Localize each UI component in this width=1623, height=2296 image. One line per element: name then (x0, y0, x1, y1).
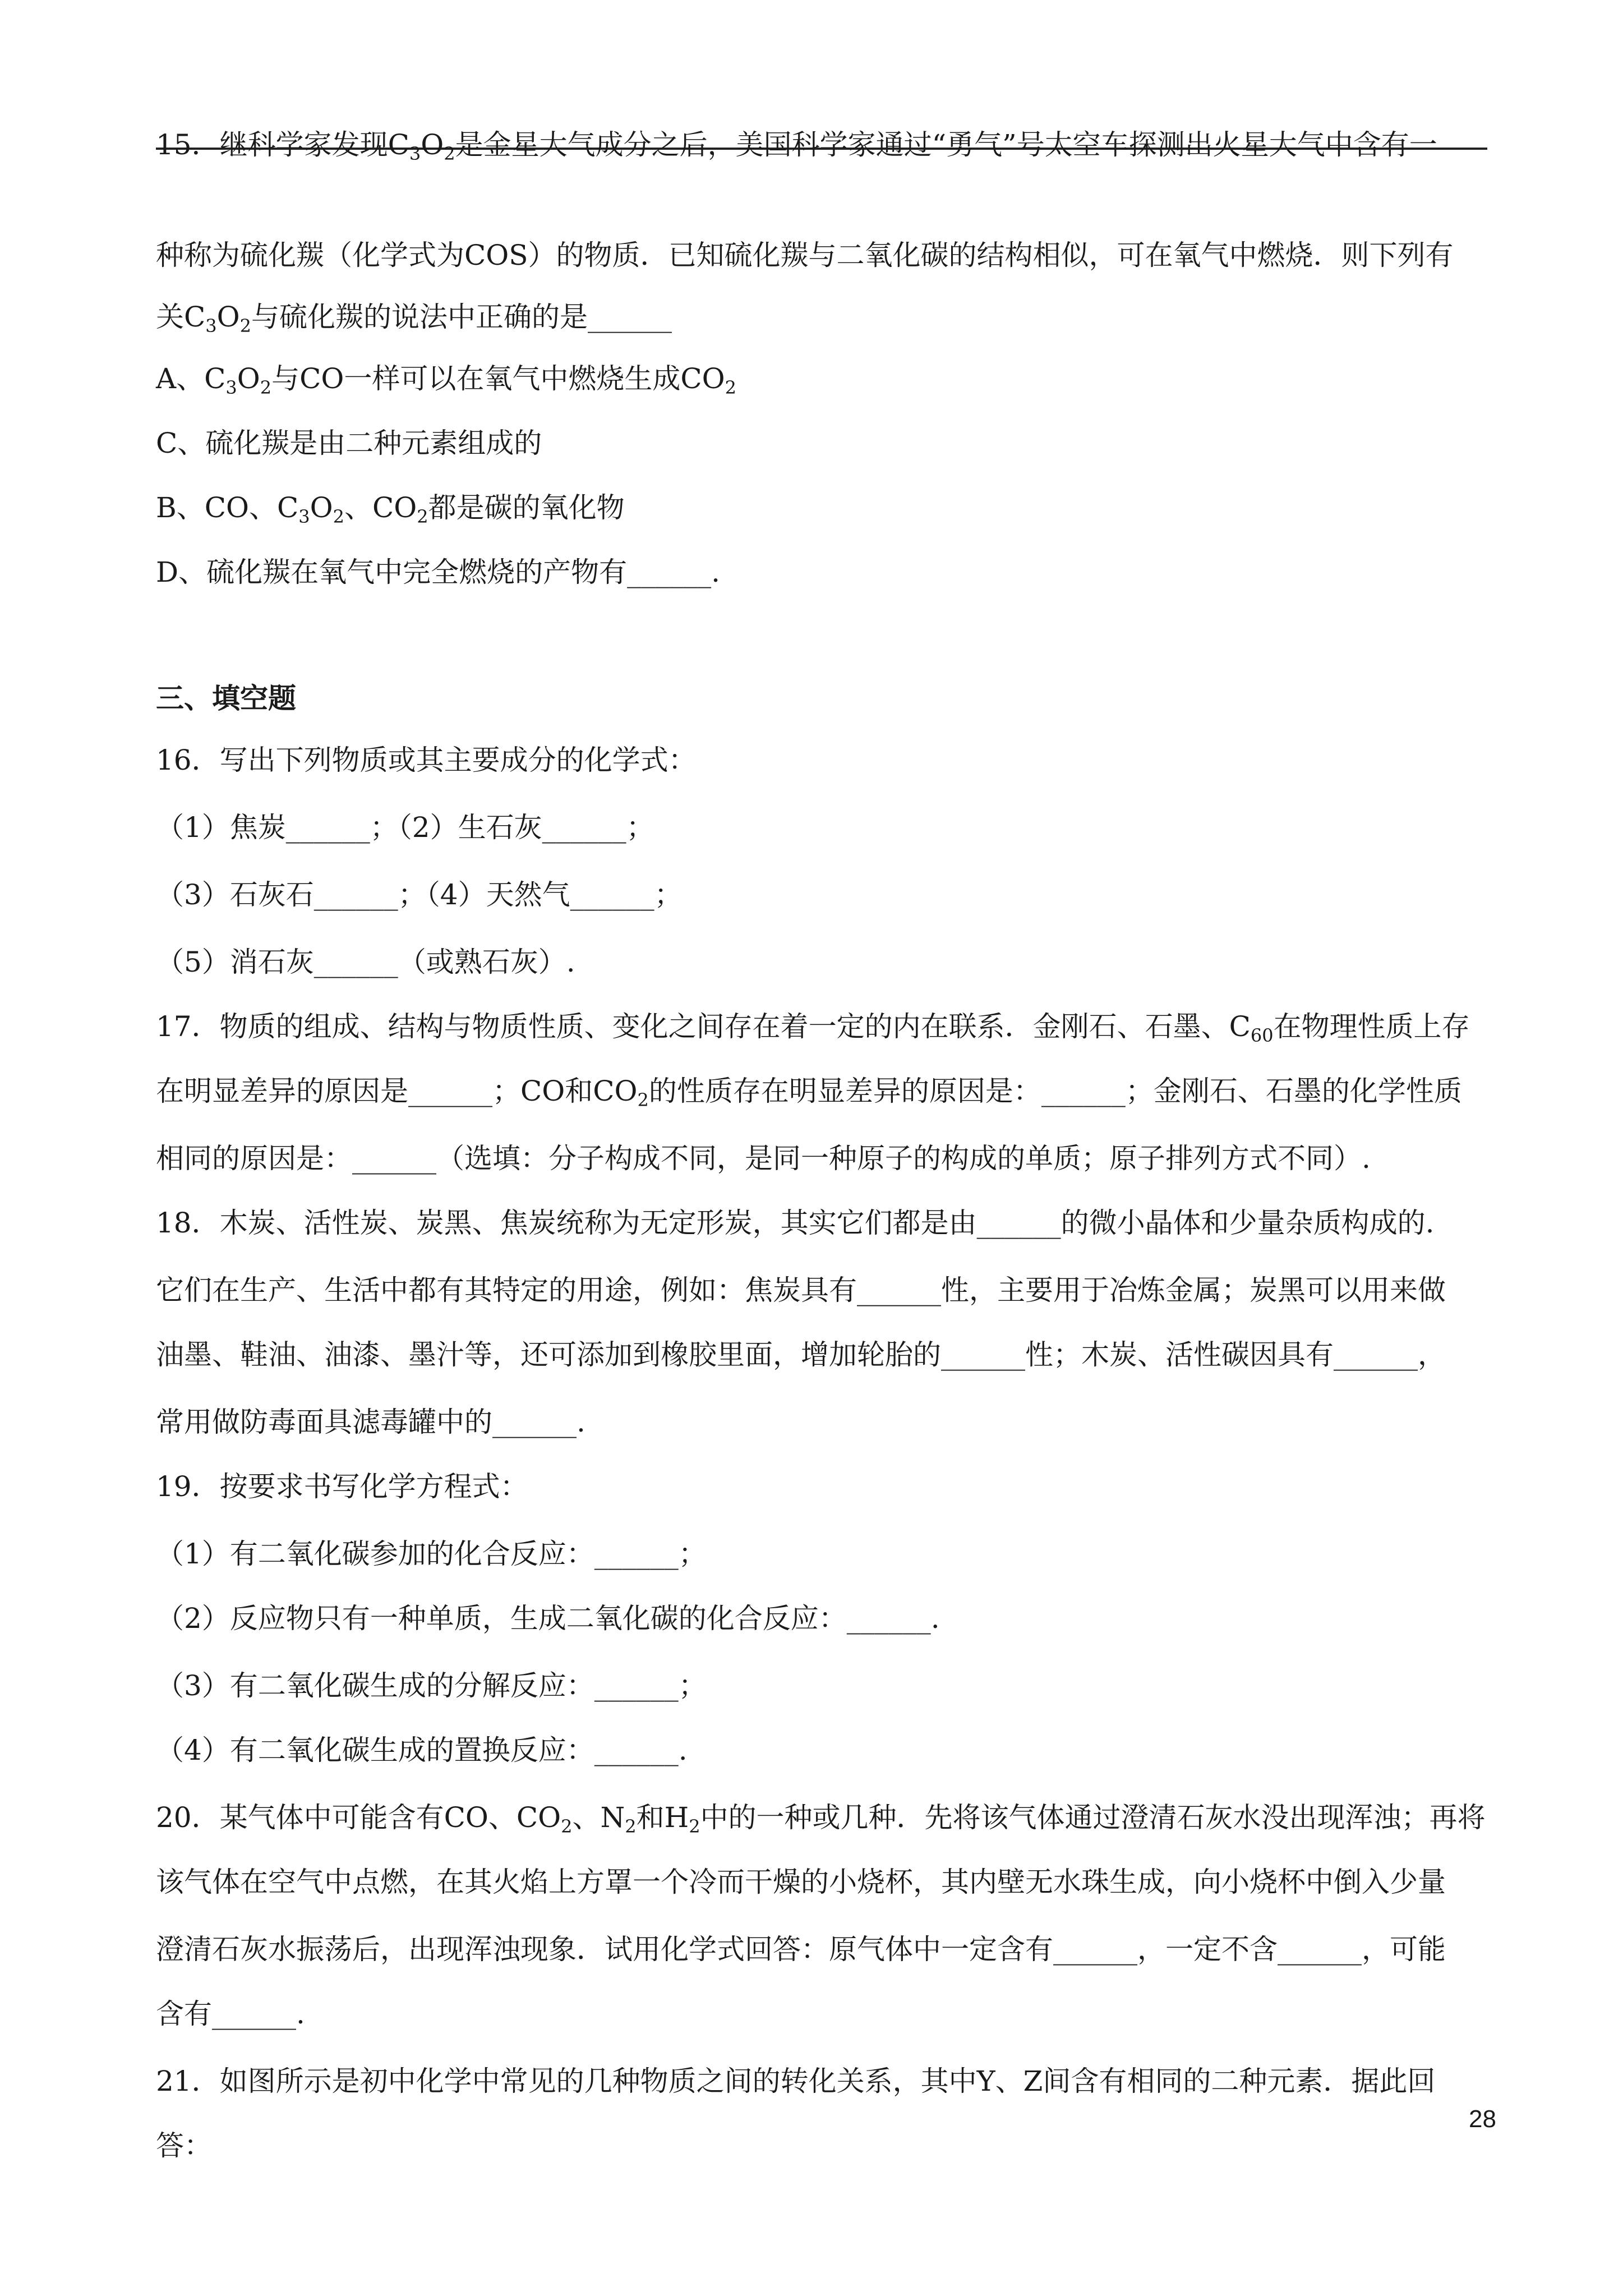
text-line: （3）有二氧化碳生成的分解反应：______； (156, 1669, 707, 1702)
text-line: （5）消石灰______（或熟石灰）. (156, 946, 575, 978)
text-line: 答： (156, 2129, 212, 2162)
text-line: 相同的原因是：______（选填：分子构成不同，是同一种原子的构成的单质；原子排列方式不同）. (156, 1142, 1371, 1175)
text-line: 在明显差异的原因是______；CO和$CO_2$的性质存在明显差异的原因是：______；金刚石、石墨的化学性质 (156, 1075, 1462, 1111)
section-heading: 三、填空题 (156, 682, 296, 715)
text-line: （2）反应物只有一种单质，生成二氧化碳的化合反应：______. (156, 1602, 940, 1635)
text-line: A、$C_3O_2$与CO一样可以在氧气中燃烧生成$CO_2$ (156, 362, 736, 398)
text-line: 20．某气体中可能含有CO、$CO_2$、$N_2$和$H_2$中的一种或几种．先将该气体通过澄清石灰水没出现浑浊；再将 (156, 1801, 1486, 1837)
text-line: 该气体在空气中点燃，在其火焰上方罩一个冷而干燥的小烧杯，其内壁无水珠生成，向小烧杯中倒入少量 (156, 1866, 1446, 1898)
text-line: 15．继科学家发现$C_3O_2$是金星大气成分之后，美国科学家通过“勇气”号太空车探测出火星大气中含有一 (156, 128, 1437, 164)
text-line: （3）石灰石______；（4）天然气______； (156, 878, 683, 911)
text-line: 含有______. (156, 1998, 305, 2030)
text-line: D、硫化羰在氧气中完全燃烧的产物有______. (156, 556, 720, 588)
text-line: 常用做防毒面具滤毒罐中的______. (156, 1406, 585, 1438)
page-number: 28 (1469, 2105, 1496, 2133)
text-line: 18．木炭、活性炭、炭黑、焦炭统称为无定形炭，其实它们都是由______的微小晶体和少量杂质构成的. (156, 1207, 1435, 1239)
text-line: （1）有二氧化碳参加的化合反应：______； (156, 1538, 707, 1570)
text-line: 17．物质的组成、结构与物质性质、变化之间存在着一定的内在联系．金刚石、石墨、$C_{60}$在物理性质上存 (156, 1010, 1470, 1046)
text-line: （4）有二氧化碳生成的置换反应：______. (156, 1734, 688, 1766)
text-line: 它们在生产、生活中都有其特定的用途，例如：焦炭具有______性，主要用于冶炼金属；炭黑可以用来做 (156, 1274, 1446, 1306)
text-line: 21．如图所示是初中化学中常见的几种物质之间的转化关系，其中Y、Z间含有相同的二种元素．据此回 (156, 2065, 1436, 2097)
text-line: 19．按要求书写化学方程式： (156, 1470, 528, 1503)
text-line: B、CO、$C_3O_2$、$CO_2$都是碳的氧化物 (156, 491, 625, 527)
text-line: 种称为硫化羰（化学式为COS）的物质．已知硫化羰与二氧化碳的结构相似，可在氧气中燃烧．则下列有 (156, 239, 1454, 272)
text-line: C、硫化羰是由二种元素组成的 (156, 427, 542, 459)
text-line: 澄清石灰水振荡后，出现浑浊现象．试用化学式回答：原气体中一定含有______，一定不含______，可能 (156, 1933, 1446, 1966)
text-line: （1）焦炭______；（2）生石灰______； (156, 811, 654, 844)
text-line: 油墨、鞋油、油漆、墨汁等，还可添加到橡胶里面，增加轮胎的______性；木炭、活性碳因具有______， (156, 1338, 1446, 1371)
text-line: 16．写出下列物质或其主要成分的化学式： (156, 744, 697, 776)
text-line: 关$C_3O_2$与硫化羰的说法中正确的是______ (156, 301, 672, 337)
